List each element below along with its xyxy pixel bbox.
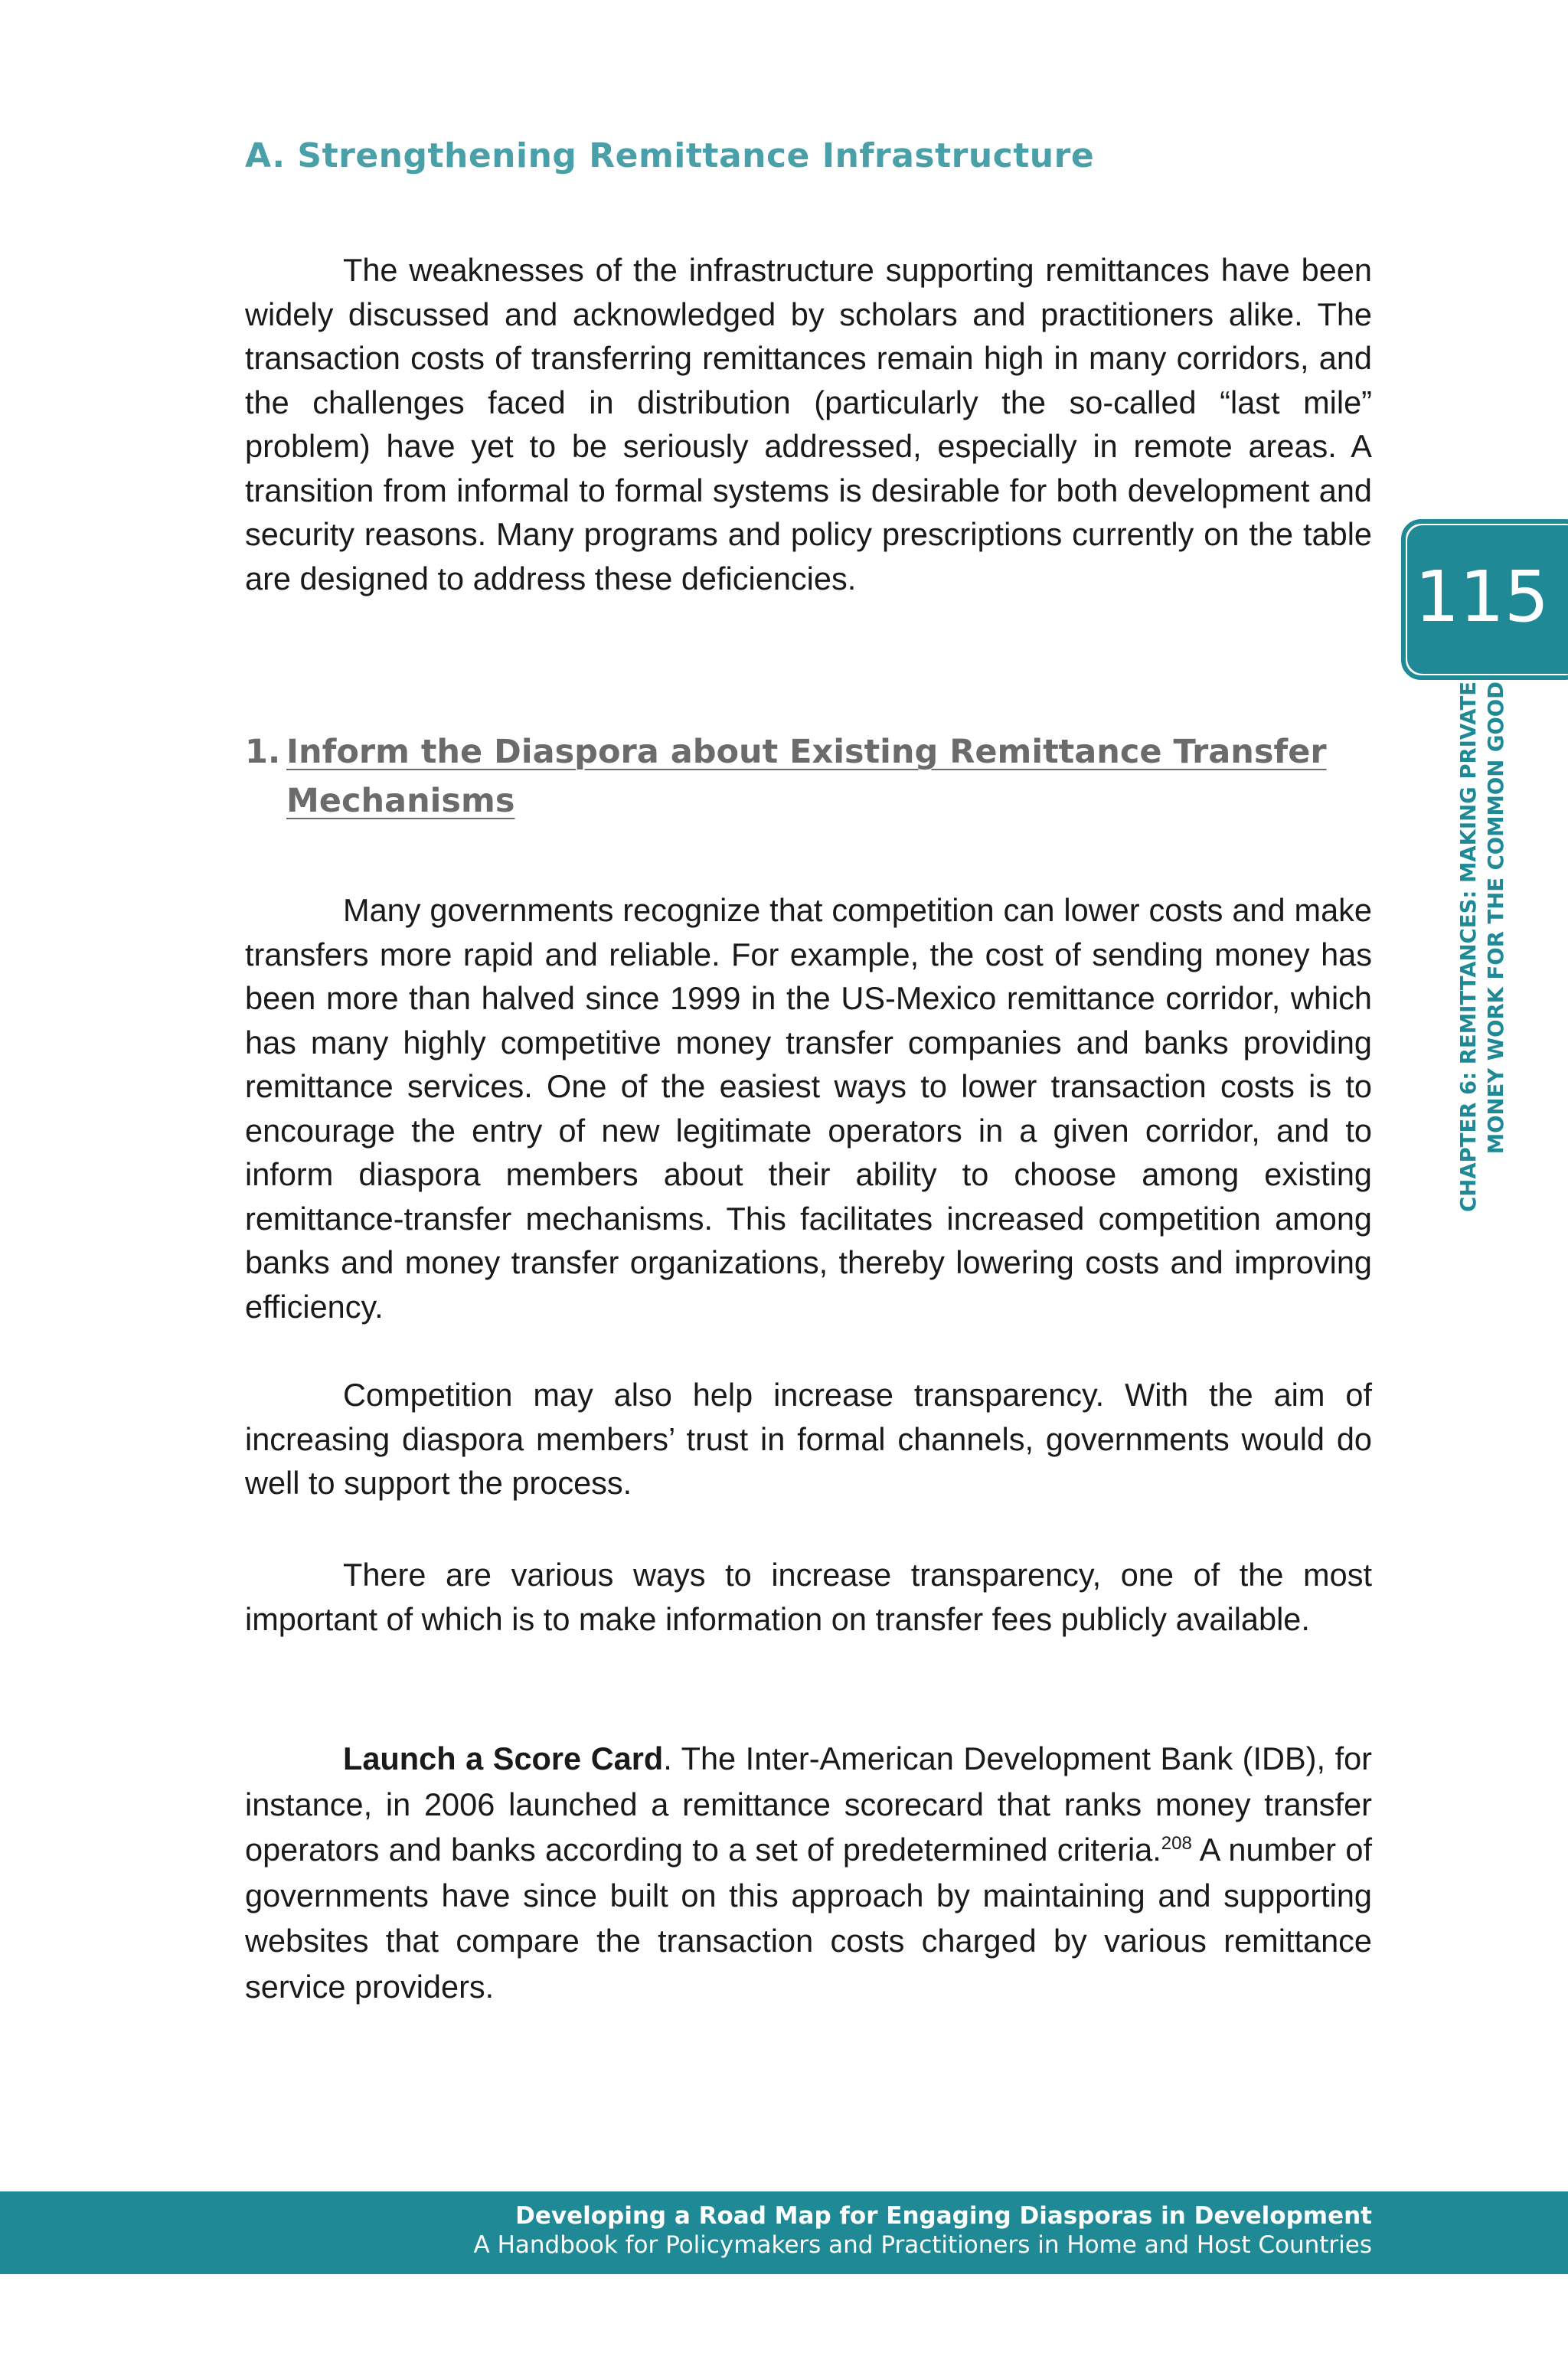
subsection-title-line2: Mechanisms <box>286 782 515 820</box>
score-card-text-b: A number of governments have since built on this approach by maintaining and supporting websites that compare the transaction costs charged by various remittance service providers. <box>245 1832 1372 2005</box>
chapter-side-title-line2: MONEY WORK FOR THE COMMON GOOD <box>1484 681 1508 1155</box>
section-heading: A. Strengthening Remittance Infrastructure <box>245 136 1095 175</box>
paragraph-ways: There are various ways to increase transparency, one of the most important of which is to make information on transfer fees publicly available. <box>245 1557 1372 1637</box>
chapter-side-title-line1: CHAPTER 6: REMITTANCES: MAKING PRIVATE <box>1456 681 1481 1212</box>
footnote-marker: 208 <box>1161 1833 1192 1855</box>
paragraph-infrastructure: The weaknesses of the infrastructure supporting remittances have been widely discussed and acknowledged by scholars and practitioners alike. The transaction costs of transferring remittances remain high in many corridors, and the challenges faced in distribution (particularly the so-called “last mile” problem) have yet to be seriously addressed, especially in remote areas. A transition from informal to formal systems is desirable for both development and security reasons. Many programs and policy prescriptions currently on the table are designed to address these deficiencies. <box>245 252 1372 596</box>
footer-title: Developing a Road Map for Engaging Diasporas in Development <box>515 2202 1372 2230</box>
subsection-heading <box>245 727 1372 825</box>
chapter-side-title <box>1455 681 1510 1217</box>
subsection-number: 1. <box>245 733 281 771</box>
footer-subtitle: A Handbook for Policymakers and Practitioners in Home and Host Countries <box>473 2231 1372 2259</box>
subsection-title-line1: Inform the Diaspora about Existing Remittance Transfer <box>286 733 1327 771</box>
paragraph-competition: Many governments recognize that competition can lower costs and make transfers more rapid and reliable. For example, the cost of sending money has been more than halved since 1999 in the US-Mexico remittance corridor, which has many highly competitive money transfer companies and banks providing remittance services. One of the easiest ways to lower transaction costs is to encourage the entry of new legitimate operators in a given corridor, and to inform diaspora members about their ability to choose among existing remittance-transfer mechanisms. This facilitates increased competition among banks and money transfer organizations, thereby lowering costs and improving efficiency. <box>245 892 1372 1325</box>
paragraph-score-card <box>245 1736 1372 2009</box>
score-card-text-a: . The Inter-American Development Bank (IDB), for instance, in 2006 launched a remittance scorecard that ranks money transfer operators and banks according to a set of predetermined criteria. <box>245 1740 1372 1868</box>
score-card-lead: Launch a Score Card <box>343 1740 664 1776</box>
page-number: 115 <box>1414 556 1550 638</box>
paragraph-transparency: Competition may also help increase transparency. With the aim of increasing diaspora members’ trust in formal channels, governments would do well to support the process. <box>245 1377 1372 1501</box>
